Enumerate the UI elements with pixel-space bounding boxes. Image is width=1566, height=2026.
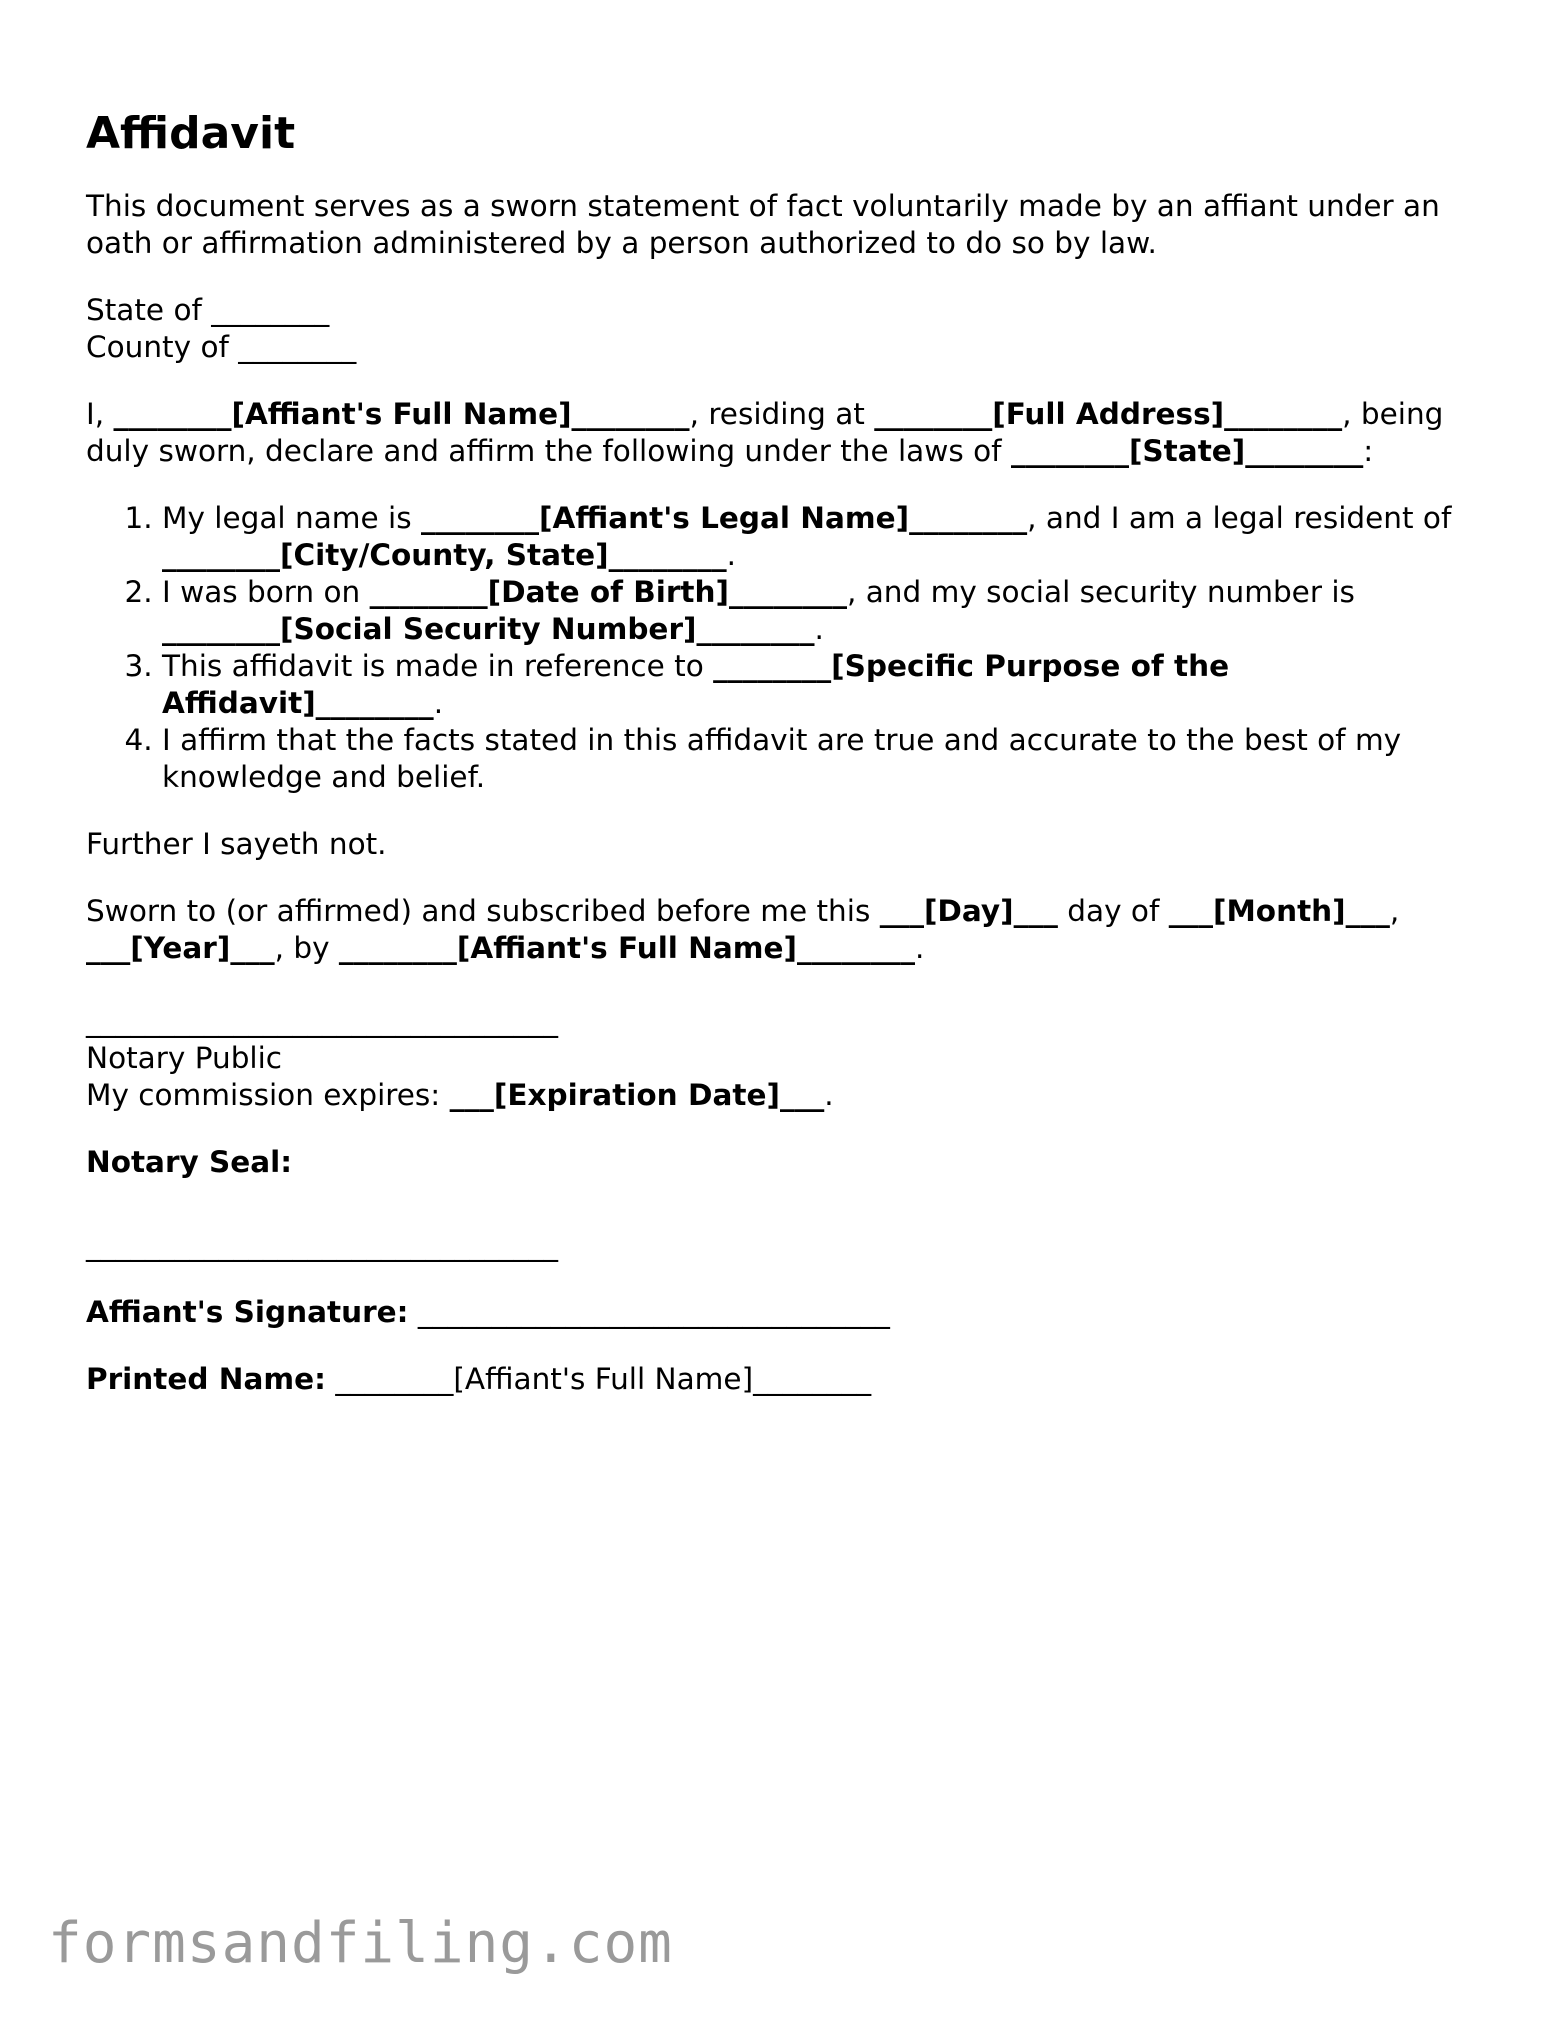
sworn-text: . — [915, 931, 925, 965]
state-line: State of ________ — [86, 293, 330, 327]
document-title: Affidavit — [86, 108, 296, 159]
affiant-full-name-field: ________[Affiant's Full Name]________ — [113, 397, 690, 431]
declaration-text-4: : — [1363, 434, 1374, 468]
affiant-signature-block — [86, 1294, 1486, 1331]
year-field: ___[Year]___ — [86, 931, 275, 965]
day-field: ___[Day]___ — [879, 894, 1058, 928]
sworn-text: , by — [274, 931, 339, 965]
date-of-birth-field: ________[Date of Birth]________ — [369, 575, 847, 609]
notary-signature-line: ________________________________ — [86, 1004, 558, 1038]
list-item — [162, 574, 1486, 648]
notary-seal-line: ________________________________ — [86, 1228, 558, 1262]
commission-label: My commission expires: — [86, 1078, 450, 1112]
statement-list — [86, 500, 1486, 796]
sworn-text: , — [1389, 894, 1400, 928]
notary-seal-block — [86, 1144, 1486, 1264]
notary-seal-label: Notary Seal: — [86, 1145, 293, 1179]
commission-suffix: . — [824, 1078, 834, 1112]
venue-block — [86, 292, 1486, 366]
item-text: . — [814, 612, 824, 646]
item-text: . — [433, 686, 444, 720]
item-text: This affidavit is made in reference to — [162, 649, 714, 683]
affidavit-document — [86, 108, 1486, 1428]
printed-name-label: Printed Name: — [86, 1362, 326, 1396]
notary-public-label: Notary Public — [86, 1041, 283, 1075]
declaration-paragraph — [86, 396, 1486, 470]
expiration-date-field: ___[Expiration Date]___ — [449, 1078, 825, 1112]
legal-name-field: ________[Affiant's Legal Name]________ — [421, 501, 1028, 535]
watermark-text: formsandfiling.com — [48, 1911, 673, 1976]
month-field: ___[Month]___ — [1168, 894, 1390, 928]
printed-name-block — [86, 1361, 1486, 1398]
ssn-field: ________[Social Security Number]________ — [162, 612, 815, 646]
purpose-field: ________[Specific Purpose of the Affidavit]________ — [162, 649, 1230, 720]
list-item — [162, 722, 1486, 796]
item-text: My legal name is — [162, 501, 421, 535]
sworn-text: day of — [1057, 894, 1169, 928]
sworn-text: Sworn to (or affirmed) and subscribed before me this — [86, 894, 880, 928]
full-address-field: ________[Full Address]________ — [874, 397, 1343, 431]
item-text: I was born on — [162, 575, 370, 609]
list-item — [162, 648, 1486, 722]
state-field: ________[State]________ — [1010, 434, 1364, 468]
city-county-state-field: ________[City/County, State]________ — [162, 538, 727, 572]
item-text: , and my social security number is — [846, 575, 1355, 609]
county-line: County of ________ — [86, 330, 357, 364]
declaration-text-3: , being duly sworn, declare and affirm the following under the laws of — [86, 397, 1444, 468]
intro-paragraph: This document serves as a sworn statement of fact voluntarily made by an affiant under an oath or affirmation administered by a person authorized to do so by law. — [86, 189, 1440, 260]
item-text: , and I am a legal resident of — [1027, 501, 1452, 535]
item-text: I affirm that the facts stated in this affidavit are true and accurate to the best of my knowledge and belief. — [162, 723, 1402, 794]
affiant-signature-label: Affiant's Signature: — [86, 1295, 409, 1329]
affiant-signature-line: ________________________________ — [417, 1295, 890, 1329]
declaration-text-2: , residing at — [689, 397, 875, 431]
printed-name-field: ________[Affiant's Full Name]________ — [335, 1362, 872, 1396]
item-text: . — [726, 538, 737, 572]
sworn-paragraph — [86, 893, 1486, 967]
further-statement: Further I sayeth not. — [86, 827, 387, 861]
list-item — [162, 500, 1486, 574]
declaration-text-1: I, — [86, 397, 114, 431]
notary-block — [86, 1003, 1486, 1114]
sworn-affiant-name-field: ________[Affiant's Full Name]________ — [338, 931, 916, 965]
